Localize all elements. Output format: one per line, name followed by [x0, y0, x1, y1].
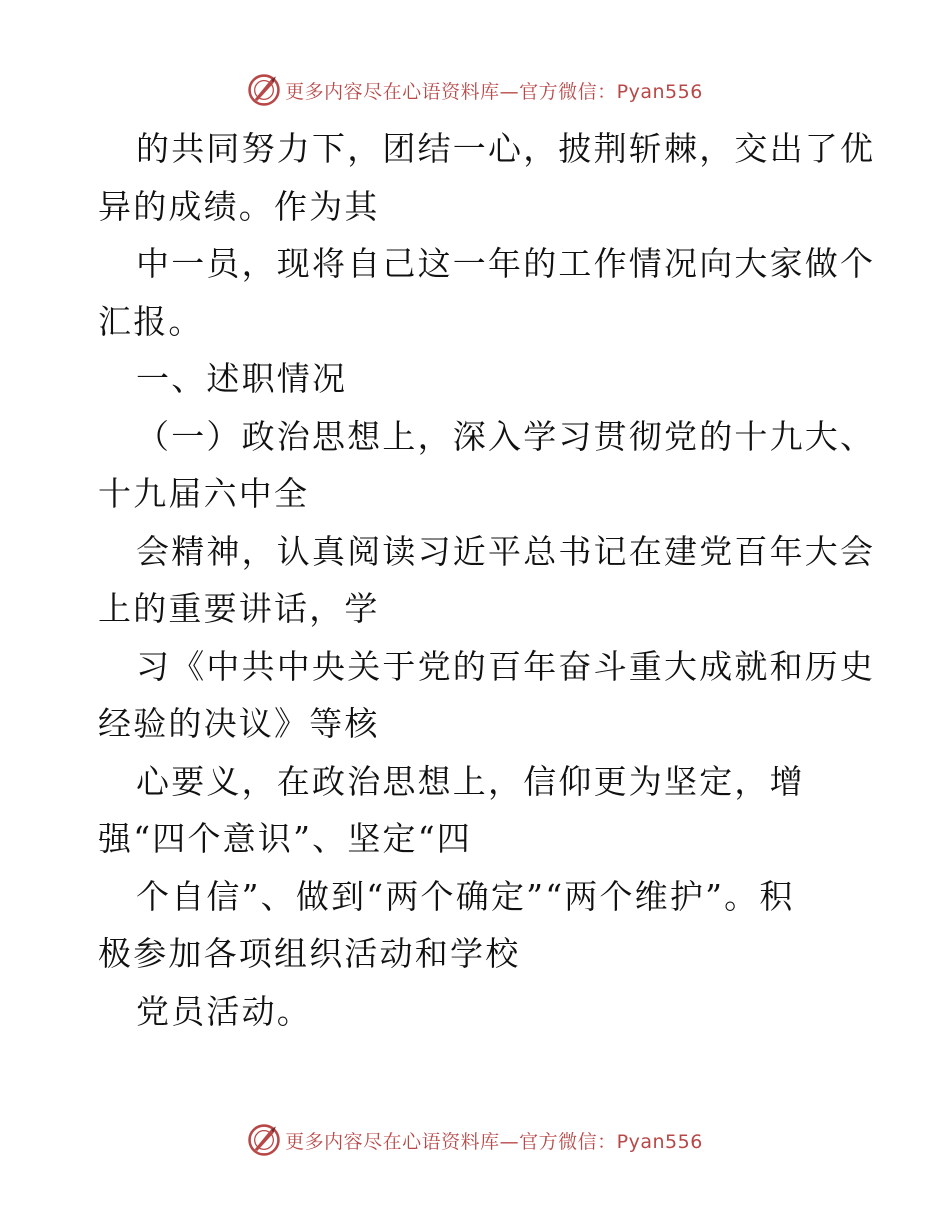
- paragraph: [98, 408, 876, 523]
- text-line: 中一员，现将自己这一年的工作情况向大家做个: [136, 244, 876, 283]
- paragraph: [98, 120, 876, 235]
- header-watermark: [0, 70, 950, 110]
- text-line: 党员活动。: [136, 991, 312, 1031]
- text-line: 会精神，认真阅读习近平总书记在建党百年大会: [136, 531, 876, 571]
- watermark-text: 更多内容尽在心语资料库—官方微信：Pyan556: [285, 1130, 703, 1153]
- paragraph: [98, 235, 876, 350]
- paragraph: [98, 868, 858, 983]
- quill-logo-icon: [247, 1123, 281, 1157]
- text-line: 心要义，在政治思想上，信仰更为坚定，增: [136, 761, 805, 801]
- watermark-text: 更多内容尽在心语资料库—官方微信：Pyan556: [285, 80, 703, 103]
- footer-watermark: [0, 1120, 950, 1160]
- text-line: 经验的决议》等核: [98, 704, 380, 743]
- text-line: 极参加各项组织活动和学校: [98, 934, 521, 973]
- text-line: 十九届六中全: [98, 474, 310, 513]
- paragraph: [98, 638, 876, 753]
- text-line: 一、述职情况: [136, 359, 348, 398]
- document-body: [98, 120, 876, 1040]
- text-line: 强“四个意识”、坚定“四: [98, 819, 473, 858]
- text-line: 的共同努力下，团结一心，披荆斩棘，交出了优: [136, 129, 876, 168]
- text-line: 异的成绩。作为其: [98, 186, 380, 226]
- text-line: 上的重要讲话，学: [98, 589, 380, 628]
- section-heading: [98, 350, 858, 408]
- text-line: （一）政治思想上，深入学习贯彻党的十九大、: [136, 416, 876, 456]
- paragraph: [98, 983, 858, 1041]
- paragraph: [98, 753, 858, 868]
- text-line: 个自信”、做到“两个确定”“两个维护”。积: [136, 876, 795, 916]
- text-line: 习《中共中央关于党的百年奋斗重大成就和历史: [136, 646, 876, 686]
- text-line: 汇报。: [98, 301, 204, 341]
- quill-logo-icon: [247, 73, 281, 107]
- paragraph: [98, 523, 876, 638]
